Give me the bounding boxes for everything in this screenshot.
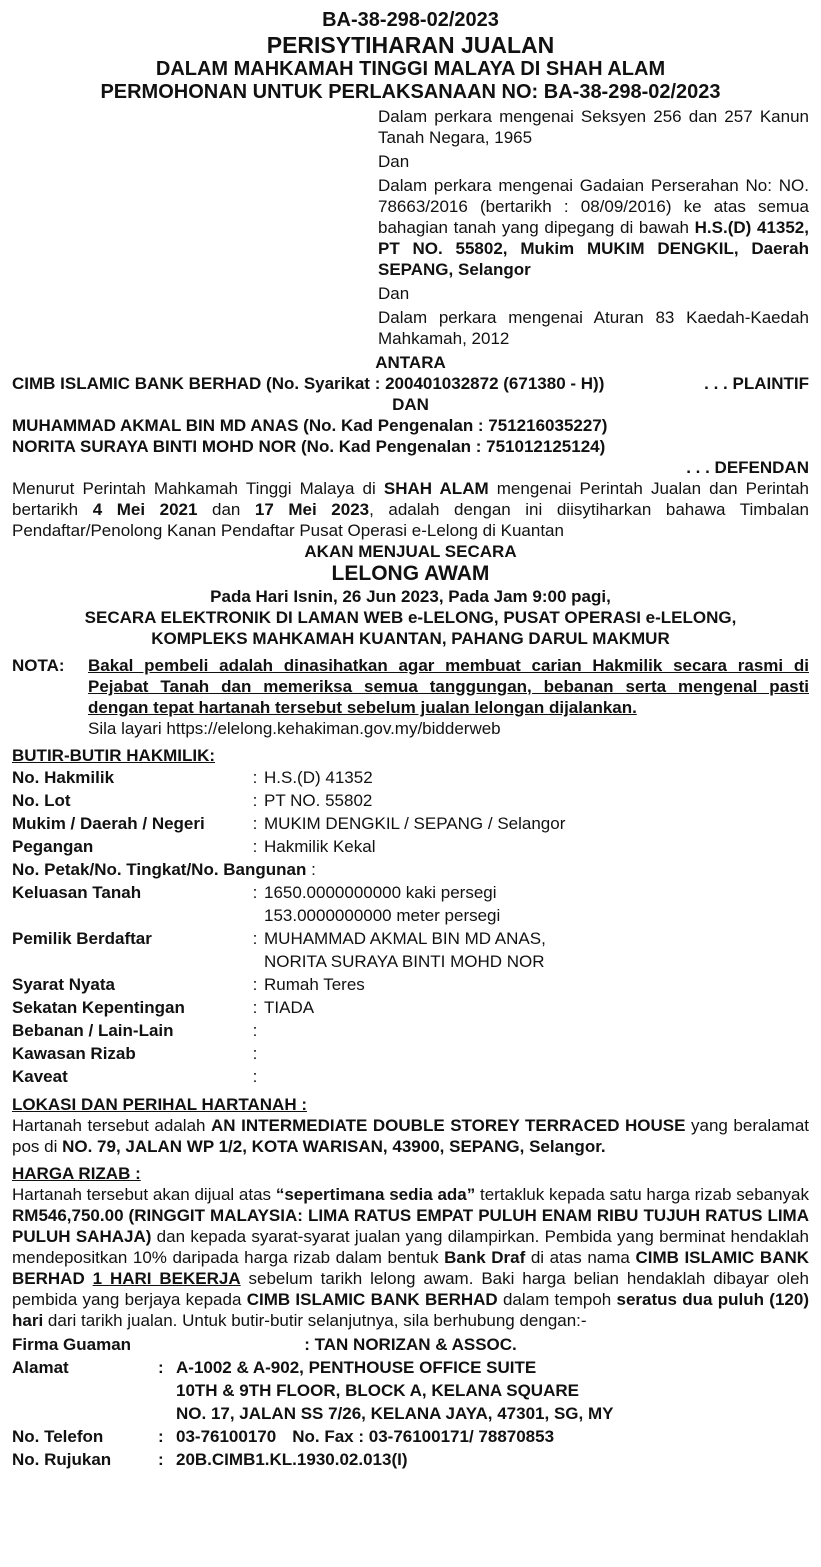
detail-colon: : — [252, 975, 258, 994]
auction-date: Pada Hari Isnin, 26 Jun 2023, Pada Jam 9:00 pagi, — [210, 587, 611, 606]
matter-paragraph-2 — [378, 175, 809, 280]
bidder-website-link[interactable]: Sila layari https://elelong.kehakiman.gov.my/bidderweb — [88, 719, 501, 738]
detail-colon: : — [252, 768, 258, 787]
matter-dan-1: Dan — [378, 152, 410, 171]
sale-proclamation — [12, 8, 809, 1471]
detail-value-line-1: 1650.0000000000 kaki persegi — [264, 883, 497, 902]
nota-body — [88, 655, 809, 739]
table-row — [12, 927, 809, 973]
order-court-location: SHAH ALAM — [383, 479, 489, 498]
detail-value — [264, 766, 809, 789]
matter-paragraph-3: Dalam perkara mengenai Aturan 83 Kaedah-Kaedah Mahkamah, 2012 — [378, 308, 809, 348]
firm-label: Firma Guaman — [12, 1335, 132, 1354]
location-paragraph — [12, 1115, 809, 1157]
phone-label: No. Telefon — [12, 1427, 104, 1446]
detail-colon: : — [252, 929, 258, 948]
detail-key: Bebanan / Lain-Lain — [12, 1021, 174, 1040]
table-row — [12, 881, 809, 927]
auction-venue-1: SECARA ELEKTRONIK DI LAMAN WEB e-LELONG, PUSAT OPERASI e-LELONG, — [84, 608, 737, 627]
property-type: AN INTERMEDIATE DOUBLE STOREY TERRACED HOUSE — [211, 1116, 686, 1135]
contact-table-2 — [12, 1356, 809, 1471]
detail-key: No. Hakmilik — [12, 768, 115, 787]
order-text-1: Menurut Perintah Mahkamah Tinggi Malaya di — [12, 479, 384, 498]
table-row — [12, 1356, 809, 1425]
matter-dan-2: Dan — [378, 284, 410, 303]
table-row — [12, 1333, 809, 1356]
detail-value — [264, 1042, 809, 1065]
detail-value — [264, 1019, 809, 1042]
matter-title-reference: H.S.(D) 41352, PT NO. 55802, Mukim MUKIM DENGKIL, Daerah SEPANG, Selangor — [378, 218, 809, 279]
detail-key: Sekatan Kepentingan — [12, 998, 185, 1017]
dan-label: DAN — [392, 395, 429, 414]
detail-value-line-1: MUHAMMAD AKMAL BIN MD ANAS, — [264, 929, 546, 948]
court-name: DALAM MAHKAMAH TINGGI MALAYA DI SHAH ALAM — [155, 58, 666, 80]
order-text-4: , adalah dengan ini diisytiharkan bahawa Timbalan Pendaftar/Penolong Kanan Pendaftar Pusat Operasi e-Lelong di Kuantan — [12, 500, 809, 540]
order-paragraph — [12, 478, 809, 541]
detail-value-line-2: NORITA SURAYA BINTI MOHD NOR — [264, 952, 545, 971]
detail-colon: : — [252, 1044, 258, 1063]
reserve-price: RM546,750.00 (RINGGIT MALAYSIA: LIMA RATUS EMPAT PULUH ENAM RIBU TUJUH RATUS LIMA PULUH SAHAJA) — [12, 1206, 809, 1246]
address-colon: : — [158, 1358, 164, 1377]
reference-number: 20B.CIMB1.KL.1930.02.013(I) — [176, 1450, 408, 1469]
detail-value-line-1: H.S.(D) 41352 — [264, 768, 373, 787]
defendant-2: NORITA SURAYA BINTI MOHD NOR (No. Kad Pengenalan : 751012125124) — [12, 437, 606, 456]
detail-value — [264, 973, 809, 996]
auction-line-1: AKAN MENJUAL SECARA — [304, 542, 517, 561]
detail-value — [264, 881, 809, 927]
detail-colon: : — [252, 791, 258, 810]
application-number: PERMOHONAN UNTUK PERLAKSANAAN NO: BA-38-298-02/2023 — [100, 81, 721, 103]
table-row — [12, 766, 809, 789]
nota-label: NOTA: — [12, 656, 65, 675]
detail-value — [264, 789, 809, 812]
detail-colon: : — [252, 814, 258, 833]
table-row — [12, 812, 809, 835]
detail-colon: : — [252, 1021, 258, 1040]
reserve-working-day: 1 HARI BEKERJA — [92, 1269, 241, 1288]
location-heading: LOKASI DAN PERIHAL HARTANAH : — [12, 1095, 307, 1114]
order-date-1: 4 Mei 2021 — [92, 500, 198, 519]
table-row — [12, 1019, 809, 1042]
reserve-text-1: Hartanah tersebut akan dijual atas — [12, 1185, 276, 1204]
detail-value-line-1: MUKIM DENGKIL / SEPANG / Selangor — [264, 814, 566, 833]
order-text-3: dan — [197, 500, 255, 519]
matter-block — [378, 106, 809, 349]
detail-colon: : — [252, 883, 258, 902]
detail-value — [264, 927, 809, 973]
nota-text: Bakal pembeli adalah dinasihatkan agar membuat carian Hakmilik secara rasmi di Pejabat Tanah dan memeriksa semua tanggungan, bebanan serta mengenal pasti dengan tepat hartanah tersebut sebelum jualan lelongan dijalankan. — [88, 656, 809, 717]
detail-colon: : — [252, 837, 258, 856]
address-label: Alamat — [12, 1358, 69, 1377]
detail-value-line-1: PT NO. 55802 — [264, 791, 373, 810]
detail-key: No. Lot — [12, 791, 71, 810]
detail-key: Mukim / Daerah / Negeri — [12, 814, 205, 833]
fax-number: 03-76100171/ 78870853 — [368, 1427, 555, 1446]
table-row — [12, 835, 809, 858]
reserve-text-4: di atas nama — [525, 1248, 636, 1267]
detail-value — [264, 835, 809, 858]
detail-value-line-1: Hakmilik Kekal — [264, 837, 376, 856]
case-code: BA-38-298-02/2023 — [322, 9, 499, 31]
table-row — [12, 789, 809, 812]
document-title: PERISYTIHARAN JUALAN — [266, 32, 555, 58]
reserve-paragraph — [12, 1184, 809, 1331]
property-address: NO. 79, JALAN WP 1/2, KOTA WARISAN, 43900, SEPANG, Selangor. — [62, 1137, 606, 1156]
detail-value — [264, 996, 809, 1019]
reserve-text-6: dalam tempoh — [497, 1290, 617, 1309]
plaintiff-row — [12, 373, 809, 394]
table-row — [12, 1425, 809, 1448]
reserve-bank-name-2: CIMB ISLAMIC BANK BERHAD — [246, 1290, 498, 1309]
plaintiff-label: . . . PLAINTIF — [704, 374, 809, 393]
antara-label: ANTARA — [375, 353, 446, 372]
reference-colon: : — [158, 1450, 164, 1469]
nota-block — [12, 655, 809, 739]
reference-label: No. Rujukan — [12, 1450, 112, 1469]
auction-venue-2: KOMPLEKS MAHKAMAH KUANTAN, PAHANG DARUL MAKMUR — [151, 629, 670, 648]
phone-number: 03-76100170 — [176, 1427, 277, 1446]
detail-colon: : — [252, 1067, 258, 1086]
reserve-as-is: “sepertimana sedia ada” — [275, 1185, 476, 1204]
address-line-3: NO. 17, JALAN SS 7/26, KELANA JAYA, 47301, SG, MY — [176, 1404, 614, 1423]
reserve-bank-name-1: CIMB ISLAMIC BANK BERHAD — [12, 1248, 809, 1288]
header — [12, 8, 809, 104]
detail-value-line-2: 153.0000000000 meter persegi — [264, 906, 501, 925]
detail-key: Kawasan Rizab — [12, 1044, 136, 1063]
detail-key: Pemilik Berdaftar — [12, 929, 152, 948]
auction-block — [12, 541, 809, 649]
detail-key: Kaveat — [12, 1067, 68, 1086]
detail-colon: : — [252, 998, 258, 1017]
parties — [12, 352, 809, 478]
table-row — [12, 973, 809, 996]
matter-paragraph-1: Dalam perkara mengenai Seksyen 256 dan 257 Kanun Tanah Negara, 1965 — [378, 107, 809, 147]
detail-value — [264, 812, 809, 835]
detail-key: Syarat Nyata — [12, 975, 116, 994]
location-text-1: Hartanah tersebut adalah — [12, 1116, 212, 1135]
contact-table — [12, 1333, 809, 1356]
reserve-text-7: dari tarikh jualan. Untuk butir-butir selanjutnya, sila berhubung dengan:- — [43, 1311, 587, 1330]
reserve-text-2: tertakluk kepada satu harga rizab sebanyak — [475, 1185, 810, 1204]
firm-name: TAN NORIZAN & ASSOC. — [314, 1335, 517, 1354]
address-line-1: A-1002 & A-902, PENTHOUSE OFFICE SUITE — [176, 1358, 537, 1377]
table-row — [12, 1448, 809, 1471]
petak-colon: : — [311, 860, 316, 879]
reserve-text-3: dan kepada syarat-syarat jualan yang dilampirkan. Pembida yang berminat hendaklah mendepositkan 10% daripada harga rizab dalam bentuk — [12, 1227, 810, 1267]
firm-colon: : — [304, 1335, 310, 1354]
reserve-heading: HARGA RIZAB : — [12, 1164, 141, 1183]
petak-label: No. Petak/No. Tingkat/No. Bangunan — [12, 860, 307, 879]
order-date-2: 17 Mei 2023 — [254, 500, 370, 519]
table-row — [12, 1065, 809, 1088]
reserve-text-5: sebelum tarikh lelong awam. Baki harga belian hendaklah dibayar oleh pembida yang berjaya kepada — [12, 1269, 809, 1309]
title-details-table — [12, 766, 809, 1088]
defendant-label: . . . DEFENDAN — [686, 458, 809, 477]
title-details-heading: BUTIR-BUTIR HAKMILIK: — [12, 746, 216, 765]
detail-value — [264, 1065, 809, 1088]
fax-label: No. Fax : — [292, 1427, 365, 1446]
phone-colon: : — [158, 1427, 164, 1446]
reserve-period: seratus dua puluh (120) hari — [12, 1290, 809, 1330]
order-text-2: mengenai Perintah Jualan dan Perintah bertarikh — [12, 479, 809, 519]
address-line-2: 10TH & 9TH FLOOR, BLOCK A, KELANA SQUARE — [176, 1381, 579, 1400]
location-text-2: yang beralamat pos di — [12, 1116, 809, 1156]
detail-key: Keluasan Tanah — [12, 883, 142, 902]
matter-paragraph-2-text: Dalam perkara mengenai Gadaian Perserahan No: NO. 78663/2016 (bertarikh : 08/09/2016) ke atas semua bahagian tanah yang dipegang di bawah — [378, 176, 809, 237]
detail-value-line-1: Rumah Teres — [264, 975, 365, 994]
auction-title: LELONG AWAM — [331, 562, 490, 585]
detail-value-line-1: TIADA — [264, 998, 315, 1017]
plaintiff-name: CIMB ISLAMIC BANK BERHAD (No. Syarikat : 200401032872 (671380 - H)) — [12, 374, 605, 393]
table-row — [12, 996, 809, 1019]
table-row — [12, 1042, 809, 1065]
reserve-bank-draft: Bank Draf — [444, 1248, 526, 1267]
detail-key: Pegangan — [12, 837, 94, 856]
table-row — [12, 858, 809, 881]
defendant-1: MUHAMMAD AKMAL BIN MD ANAS (No. Kad Pengenalan : 751216035227) — [12, 416, 608, 435]
